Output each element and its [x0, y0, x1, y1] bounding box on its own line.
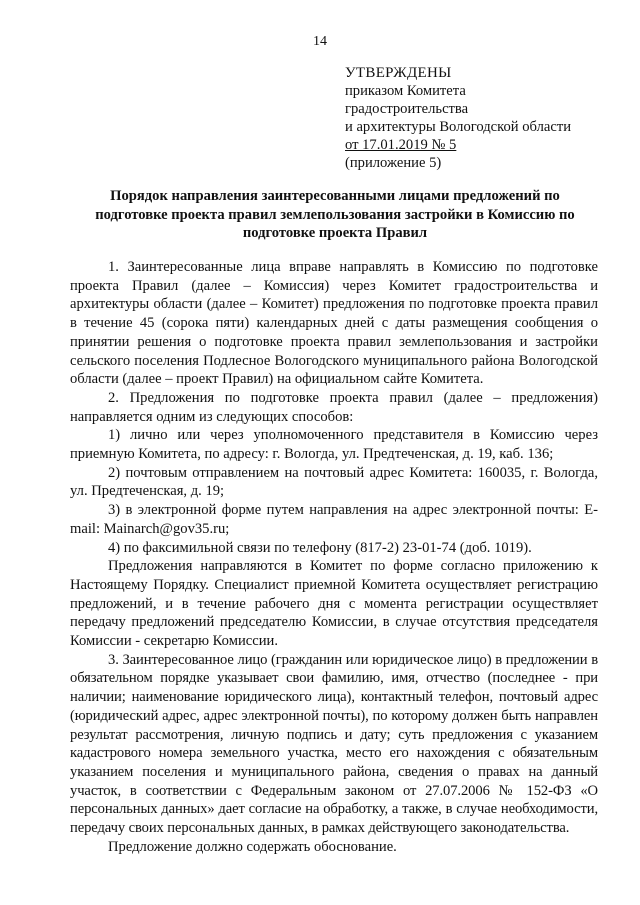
paragraph: 1. Заинтересованные лица вправе направлять в Комиссию по подготовке проекта Правил (далее – Комиссия) через Комитет градостроительства и архитектуры области (далее – Комитет) предложения по подготовке проекта правил в течение 45 (сорока пяти) календарных дней с даты размещения сообщения о принятии решения о подготовке проекта правил землепользования и застройки сельского поселения Подлесное Вологодского муниципального района Вологодской области (далее – проект Правил) на официальном сайте Комитета. — [70, 259, 598, 388]
approval-line: и архитектуры Вологодской области — [345, 119, 572, 135]
approval-appendix: (приложение 5) — [345, 155, 442, 171]
paragraph: Предложение должно содержать обоснование. — [108, 838, 397, 855]
approval-block — [345, 64, 571, 172]
page-number: 14 — [313, 34, 327, 49]
paragraph: 3. Заинтересованное лицо (гражданин или юридическое лицо) в предложении в обязательном порядке указывает свои фамилию, имя, отчество (последнее - при наличии; наименование юридического лица), контактный телефон, почтовый адрес (юридический адрес, адрес электронной почты), по которому должен быть направлен результат рассмотрения, личную подпись и дату; суть предложения с указанием кадастрового номера земельного участка, место его нахождения с обязательным указанием поселения и муниципального района, сведения о правах на данный участок, в соответствии с Федеральным законом от 27.07.2006 № 152-ФЗ «О персональных данных» дает согласие на обработку, а также, в случае необходимости, передачу своих персональных данных, в рамках действующего законодательства. — [70, 651, 598, 837]
approval-line: градостроительства — [345, 101, 469, 117]
document-heading: Порядок направления заинтересованными лицами предложений по подготовке проекта правил землепользования застройки в Комиссию по подготовке проекта Правил — [95, 188, 575, 241]
paragraph: 2) почтовым отправлением на почтовый адрес Комитета: 160035, г. Вологда, ул. Предтеченская, д. 19; — [70, 464, 598, 500]
paragraph: 3) в электронной форме путем направления на адрес электронной почты: E-mail: Mainarch@gov35.ru; — [70, 502, 598, 537]
approval-line: приказом Комитета — [345, 83, 466, 99]
paragraph: 1) лично или через уполномоченного представителя в Комиссию через приемную Комитета, по адресу: г. Вологда, ул. Предтеченская, д. 19, каб. 136; — [70, 427, 598, 463]
paragraph: 2. Предложения по подготовке проекта правил (далее – предложения) направляется одним из следующих способов: — [70, 389, 598, 425]
approval-title: УТВЕРЖДЕНЫ — [345, 65, 452, 81]
paragraph: 4) по факсимильной связи по телефону (817-2) 23-01-74 (доб. 1019). — [108, 539, 532, 556]
paragraph: Предложения направляются в Комитет по форме согласно приложению к Настоящему Порядку. Специалист приемной Комитета осуществляет регистрацию предложений, и в течение рабочего дня с момента регистрации осуществляет передачу предложений председателю Комиссии, в случае отсутствия председателя Комиссии - секретарю Комиссии. — [70, 558, 598, 650]
approval-date: от 17.01.2019 № 5 — [345, 137, 457, 153]
document-body — [70, 258, 598, 857]
